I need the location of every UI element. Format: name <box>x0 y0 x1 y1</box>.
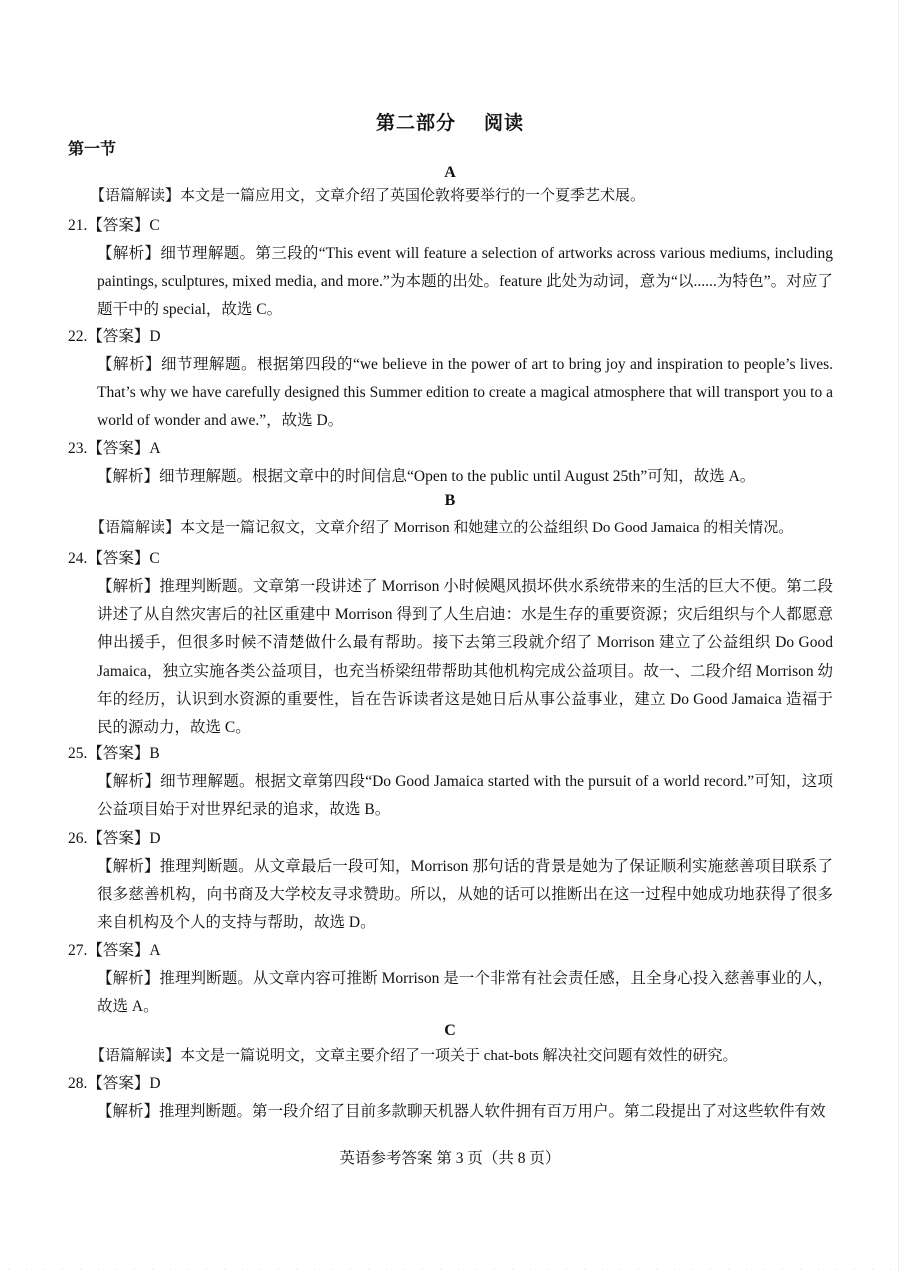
page-footer: 英语参考答案 第 3 页（共 8 页） <box>339 1150 561 1167</box>
passage-summary-c: 【语篇解读】本文是一篇说明文，文章主要介绍了一项关于 chat-bots 解决社交问题有效性的研究。 <box>90 1048 738 1064</box>
passage-letter-a: A <box>444 164 456 181</box>
passage-letter-b: B <box>444 492 456 509</box>
section-title: 第一节 <box>68 141 117 158</box>
question-22-answer: 22.【答案】D <box>68 328 161 345</box>
part-title <box>0 108 900 135</box>
page-edge <box>898 0 899 1272</box>
question-24-answer: 24.【答案】C <box>68 550 160 567</box>
question-21-answer: 21.【答案】C <box>68 217 160 234</box>
passage-summary-a: 【语篇解读】本文是一篇应用文，文章介绍了英国伦敦将要举行的一个夏季艺术展。 <box>90 188 646 204</box>
question-26-explanation: 【解析】推理判断题。从文章最后一段可知，Morrison 那句话的背景是她为了保证顺利实施慈善项目联系了很多慈善机构，向书商及大学校友寻求赞助。所以，从她的话可以推断出在这一过程中她成功地获得了很多来自机构及个人的支持与帮助，故选 D。 <box>97 858 833 932</box>
question-27-answer: 27.【答案】A <box>68 942 161 959</box>
question-23-explanation: 【解析】细节理解题。根据文章中的时间信息“Open to the public until August 25th”可知，故选 A。 <box>97 468 756 485</box>
question-22-explanation: 【解析】细节理解题。根据第四段的“we believe in the power of art to bring joy and inspiration to people’s lives. That’s why we have carefully designed this Summer edition to create a magical atmosphere that will transport you to a world of wonder and awe.”，故选 D。 <box>97 356 833 430</box>
passage-summary-b: 【语篇解读】本文是一篇记叙文，文章介绍了 Morrison 和她建立的公益组织 Do Good Jamaica 的相关情况。 <box>90 520 794 536</box>
part-label: 第二部分 <box>375 113 456 134</box>
question-25-explanation: 【解析】细节理解题。根据文章第四段“Do Good Jamaica started with the pursuit of a world record.”可知，这项公益项目始于对世界纪录的追求，故选 B。 <box>97 773 833 819</box>
question-25-answer: 25.【答案】B <box>68 745 160 762</box>
part-name: 阅读 <box>484 113 525 134</box>
scan-edge-marks <box>0 1268 900 1270</box>
question-28-answer: 28.【答案】D <box>68 1075 161 1092</box>
question-21-explanation: 【解析】细节理解题。第三段的“This event will feature a selection of artworks across various mediums, including paintings, sculptures, mixed media, and more.”为本题的出处。feature 此处为动词，意为“以......为特色”。对应了题干中的 special，故选 C。 <box>97 245 833 319</box>
question-27-explanation: 【解析】推理判断题。从文章内容可推断 Morrison 是一个非常有社会责任感，且全身心投入慈善事业的人，故选 A。 <box>97 970 833 1016</box>
question-24-explanation: 【解析】推理判断题。文章第一段讲述了 Morrison 小时候飓风损坏供水系统带来的生活的巨大不便。第二段讲述了从自然灾害后的社区重建中 Morrison 得到了人生启迪：水是生存的重要资源；灾后组织与个人都愿意伸出援手，但很多时候不清楚做什么最有帮助。接下去第三段就介绍了 Morrison 建立了公益组织 Do Good Jamaica，独立实施各类公益项目，也充当桥梁纽带帮助其他机构完成公益项目。故一、二段介绍 Morrison 幼年的经历，认识到水资源的重要性，旨在告诉读者这是她日后从事公益事业，建立 Do Good Jamaica 造福于民的源动力，故选 C。 <box>97 578 833 737</box>
question-28-explanation: 【解析】推理判断题。第一段介绍了目前多款聊天机器人软件拥有百万用户。第二段提出了对这些软件有效 <box>97 1103 826 1120</box>
question-26-answer: 26.【答案】D <box>68 830 161 847</box>
passage-letter-c: C <box>444 1022 456 1039</box>
question-23-answer: 23.【答案】A <box>68 440 161 457</box>
